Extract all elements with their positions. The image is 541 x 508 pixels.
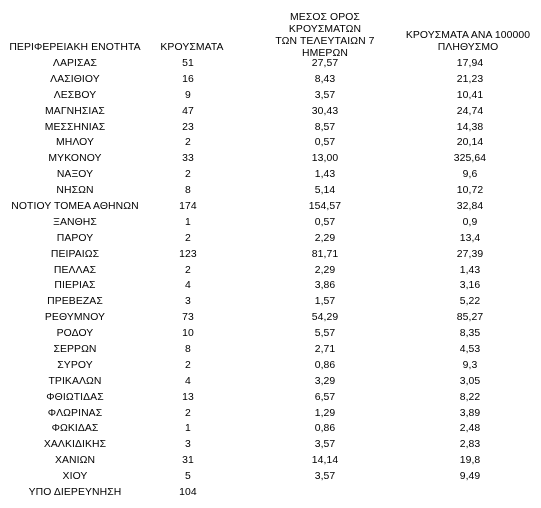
cell-region: ΝΟΤΙΟΥ ΤΟΜΕΑ ΑΘΗΝΩΝ (11, 201, 139, 213)
table-row (0, 421, 541, 437)
table-row (0, 231, 541, 247)
cell-per-100000: 10,41 (456, 89, 484, 101)
cell-per-100000: 3,16 (459, 280, 481, 292)
cell-per-100000: 10,72 (456, 185, 484, 197)
cell-seven-day-average: 154,57 (308, 201, 342, 213)
cell-region: ΠΡΕΒΕΖΑΣ (47, 296, 103, 308)
cell-per-100000: 27,39 (456, 248, 484, 260)
cell-region: ΜΥΚΟΝΟΥ (48, 153, 102, 165)
table-row (0, 469, 541, 485)
cell-per-100000: 1,43 (459, 264, 481, 276)
cell-cases: 2 (185, 232, 191, 244)
cell-cases: 31 (182, 455, 194, 467)
cell-cases: 2 (185, 264, 191, 276)
cell-per-100000: 9,49 (459, 471, 481, 483)
cell-per-100000: 21,23 (456, 73, 484, 85)
cell-cases: 4 (185, 375, 191, 387)
cell-seven-day-average: 3,86 (314, 280, 336, 292)
table-row (0, 406, 541, 422)
cell-seven-day-average: 0,86 (314, 359, 336, 371)
cell-region: ΧΑΝΙΩΝ (54, 455, 96, 467)
cell-cases: 73 (182, 312, 194, 324)
header-per-line-1: ΚΡΟΥΣΜΑΤΑ ΑΝΑ 100000 (405, 30, 531, 41)
table-row (0, 294, 541, 310)
cell-cases: 3 (185, 439, 191, 451)
cell-per-100000: 19,8 (459, 455, 481, 467)
cell-cases: 47 (182, 105, 194, 117)
cell-cases: 9 (185, 89, 191, 101)
table-row (0, 135, 541, 151)
cell-seven-day-average: 54,29 (311, 312, 339, 324)
cell-cases: 174 (179, 201, 197, 213)
cell-cases: 5 (185, 471, 191, 483)
cell-seven-day-average: 3,29 (314, 375, 336, 387)
cell-region: ΝΗΣΩΝ (56, 185, 94, 197)
cell-region: ΜΑΓΝΗΣΙΑΣ (45, 105, 105, 117)
table-row (0, 72, 541, 88)
cell-cases: 51 (182, 58, 194, 69)
cell-cases: 33 (182, 153, 194, 165)
cell-cases: 13 (182, 391, 194, 403)
table-row (0, 183, 541, 199)
header-seven-day-average (254, 12, 396, 60)
cell-cases: 2 (185, 407, 191, 419)
cell-region: ΣΕΡΡΩΝ (53, 344, 97, 356)
cell-cases: 8 (185, 344, 191, 356)
cell-region: ΠΙΕΡΙΑΣ (54, 280, 96, 292)
table-row (0, 199, 541, 215)
cell-cases: 1 (185, 216, 191, 228)
cell-region: ΤΡΙΚΑΛΩΝ (48, 375, 102, 387)
table-row (0, 88, 541, 104)
cell-region: ΠΕΙΡΑΙΩΣ (50, 248, 100, 260)
cell-per-100000: 9,3 (462, 359, 478, 371)
table-row (0, 437, 541, 453)
cell-region: ΞΑΝΘΗΣ (53, 216, 97, 228)
cell-region: ΡΕΘΥΜΝΟΥ (44, 312, 106, 324)
cell-seven-day-average: 81,71 (311, 248, 339, 260)
cell-per-100000: 5,22 (459, 296, 481, 308)
cell-seven-day-average: 0,57 (314, 216, 336, 228)
cell-seven-day-average: 3,57 (314, 89, 336, 101)
cell-seven-day-average: 8,57 (314, 121, 336, 133)
cell-region: ΧΑΛΚΙΔΙΚΗΣ (43, 439, 107, 451)
cell-seven-day-average: 27,57 (311, 58, 339, 69)
cell-cases: 1 (185, 423, 191, 435)
cell-region: ΦΘΙΩΤΙΔΑΣ (46, 391, 104, 403)
cell-region: ΧΙΟΥ (62, 471, 88, 483)
cell-seven-day-average: 6,57 (314, 391, 336, 403)
cell-region: ΛΕΣΒΟΥ (53, 89, 97, 101)
header-region: ΠΕΡΙΦΕΡΕΙΑΚΗ ΕΝΟΤΗΤΑ (9, 42, 141, 53)
cell-seven-day-average: 1,43 (314, 169, 336, 181)
cell-per-100000: 9,6 (462, 169, 478, 181)
table-row (0, 342, 541, 358)
table-row (0, 310, 541, 326)
table-row (0, 263, 541, 279)
cell-region: ΜΗΛΟΥ (55, 137, 95, 149)
cell-cases: 3 (185, 296, 191, 308)
cell-cases: 123 (179, 248, 197, 260)
cell-cases: 2 (185, 169, 191, 181)
table-row (0, 104, 541, 120)
cell-region: ΛΑΡΙΣΑΣ (52, 58, 98, 69)
cell-seven-day-average: 30,43 (311, 105, 339, 117)
cell-per-100000: 325,64 (453, 153, 487, 165)
cell-per-100000: 0,9 (462, 216, 478, 228)
cell-seven-day-average: 5,57 (314, 328, 336, 340)
cell-per-100000: 3,89 (459, 407, 481, 419)
header-avg-line-2: ΤΩΝ ΤΕΛΕΥΤΑΙΩΝ 7 (275, 36, 375, 47)
cell-seven-day-average: 13,00 (311, 153, 339, 165)
cell-cases: 10 (182, 328, 194, 340)
table-row (0, 167, 541, 183)
cell-cases: 104 (179, 487, 197, 499)
cell-cases: 23 (182, 121, 194, 133)
cell-seven-day-average: 2,29 (314, 264, 336, 276)
table-row (0, 151, 541, 167)
cell-seven-day-average: 0,57 (314, 137, 336, 149)
cell-per-100000: 14,38 (456, 121, 484, 133)
table-body (0, 56, 541, 501)
header-avg-line-1: ΜΕΣΟΣ ΟΡΟΣ ΚΡΟΥΣΜΑΤΩΝ (288, 12, 362, 35)
cell-seven-day-average: 5,14 (314, 185, 336, 197)
table-row (0, 485, 541, 501)
cell-per-100000: 13,4 (459, 232, 481, 244)
cell-per-100000: 8,22 (459, 391, 481, 403)
cell-seven-day-average: 1,57 (314, 296, 336, 308)
cell-seven-day-average: 1,29 (314, 407, 336, 419)
table-row (0, 374, 541, 390)
cell-per-100000: 2,83 (459, 439, 481, 451)
cell-per-100000: 20,14 (456, 137, 484, 149)
cell-region: ΠΕΛΛΑΣ (53, 264, 97, 276)
cell-region: ΦΩΚΙΔΑΣ (51, 423, 99, 435)
cell-cases: 16 (182, 73, 194, 85)
cell-region: ΜΕΣΣΗΝΙΑΣ (44, 121, 106, 133)
table-row (0, 120, 541, 136)
cell-region: ΝΑΞΟΥ (56, 169, 94, 181)
cell-per-100000: 17,94 (456, 58, 484, 69)
cell-seven-day-average: 14,14 (311, 455, 339, 467)
cell-cases: 2 (185, 359, 191, 371)
table-row (0, 247, 541, 263)
cell-per-100000: 24,74 (456, 105, 484, 117)
cell-seven-day-average: 8,43 (314, 73, 336, 85)
cell-per-100000: 8,35 (459, 328, 481, 340)
cell-seven-day-average: 2,71 (314, 344, 336, 356)
cell-region: ΠΑΡΟΥ (56, 232, 94, 244)
header-per-line-2: ΠΛΗΘΥΣΜΟ (437, 42, 499, 53)
cell-per-100000: 4,53 (459, 344, 481, 356)
cell-seven-day-average: 0,86 (314, 423, 336, 435)
header-avg-line-3: ΗΜΕΡΩΝ (302, 48, 348, 59)
header-cases: ΚΡΟΥΣΜΑΤΑ (160, 42, 224, 53)
cell-region: ΥΠΟ ΔΙΕΡΕΥΝΗΣΗ (28, 487, 122, 499)
table-row (0, 358, 541, 374)
cell-cases: 4 (185, 280, 191, 292)
header-per-100000 (398, 30, 538, 54)
cell-region: ΦΛΩΡΙΝΑΣ (47, 407, 103, 419)
cell-seven-day-average: 2,29 (314, 232, 336, 244)
cell-seven-day-average: 3,57 (314, 471, 336, 483)
table-row (0, 390, 541, 406)
cell-per-100000: 32,84 (456, 201, 484, 213)
cell-region: ΛΑΣΙΘΙΟΥ (50, 73, 100, 85)
cell-per-100000: 3,05 (459, 375, 481, 387)
table-row (0, 453, 541, 469)
cell-per-100000: 2,48 (459, 423, 481, 435)
table-row (0, 278, 541, 294)
cell-seven-day-average: 3,57 (314, 439, 336, 451)
table-row (0, 326, 541, 342)
cell-per-100000: 85,27 (456, 312, 484, 324)
table-row (0, 56, 541, 72)
table-row (0, 215, 541, 231)
cell-cases: 2 (185, 137, 191, 149)
cell-region: ΡΟΔΟΥ (56, 328, 94, 340)
cell-region: ΣΥΡΟΥ (57, 359, 93, 371)
cell-cases: 8 (185, 185, 191, 197)
